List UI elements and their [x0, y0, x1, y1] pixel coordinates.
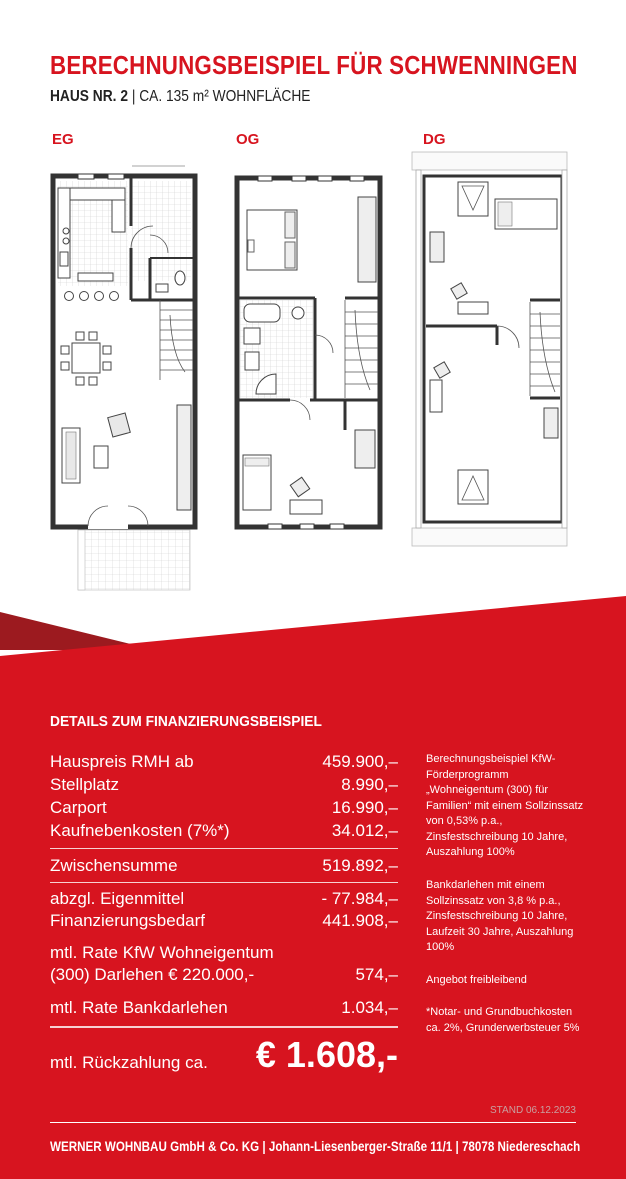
floor-plan-eg — [53, 166, 195, 590]
note-kfw: Berechnungsbeispiel KfW-Förderprogramm „Wohneigentum (300) für Familien“ mit einem Sollzinssatz von 0,53% p.a., Zinsfestschreibung 10 Jahre, Auszahlung 100% — [426, 753, 584, 858]
floor-label-og: OG — [236, 131, 260, 148]
note-offer: Angebot freibleibend — [426, 974, 527, 986]
row-label: (300) Darlehen € 220.000,- — [50, 965, 255, 984]
row-value: 1.034,– — [341, 998, 398, 1017]
row-value: - 77.984,– — [321, 889, 398, 908]
row-value: 459.900,– — [322, 752, 398, 771]
row-label: Kaufnebenkosten (7%*) — [50, 821, 230, 840]
floor-label-dg: DG — [423, 131, 446, 148]
footer-divider — [50, 1122, 576, 1123]
row-value: 8.990,– — [341, 775, 398, 794]
row-label: mtl. Rate KfW Wohneigentum — [50, 943, 274, 962]
page-title: BERECHNUNGSBEISPIEL FÜR SCHWENNINGEN — [50, 50, 578, 80]
total-label: mtl. Rückzahlung ca. — [50, 1053, 208, 1072]
row-label: Stellplatz — [50, 775, 119, 794]
note-fees: *Notar- und Grundbuchkosten ca. 2%, Grunderwerbsteuer 5% — [426, 1006, 580, 1034]
house-number: HAUS NR. 2 — [50, 88, 128, 105]
row-label: Carport — [50, 798, 107, 817]
row-label: Zwischensumme — [50, 856, 178, 875]
row-value: 574,– — [355, 965, 398, 984]
footer-company: WERNER WOHNBAU GmbH & Co. KG | Johann-Liesenberger-Straße 11/1 | 78078 Niedereschach — [50, 1138, 581, 1154]
details-heading: DETAILS ZUM FINANZIERUNGSBEISPIEL — [50, 713, 322, 730]
divider — [50, 848, 398, 849]
stand-date: STAND 06.12.2023 — [490, 1105, 576, 1116]
row-value: 441.908,– — [322, 911, 398, 930]
subtitle-separator: | — [127, 88, 140, 105]
row-label: abzgl. Eigenmittel — [50, 889, 185, 908]
row-label: mtl. Rate Bankdarlehen — [50, 998, 228, 1017]
floor-plan-og — [237, 176, 380, 529]
row-value: 519.892,– — [322, 856, 398, 875]
row-value: 16.990,– — [331, 798, 398, 817]
divider — [50, 1026, 398, 1028]
divider — [50, 882, 398, 883]
note-bank: Bankdarlehen mit einem Sollzinssatz von 3,8 % p.a., Zinsfestschreibung 10 Jahre, Laufzeit 30 Jahre, Auszahlung 100% — [426, 879, 574, 953]
living-area: CA. 135 m² WOHNFLÄCHE — [139, 88, 311, 105]
row-label: Hauspreis RMH ab — [50, 752, 194, 771]
total-value: € 1.608,- — [255, 1034, 398, 1075]
floor-plan-dg — [412, 152, 567, 546]
row-label: Finanzierungsbedarf — [50, 911, 205, 930]
row-value: 34.012,– — [331, 821, 398, 840]
floor-label-eg: EG — [52, 131, 74, 148]
